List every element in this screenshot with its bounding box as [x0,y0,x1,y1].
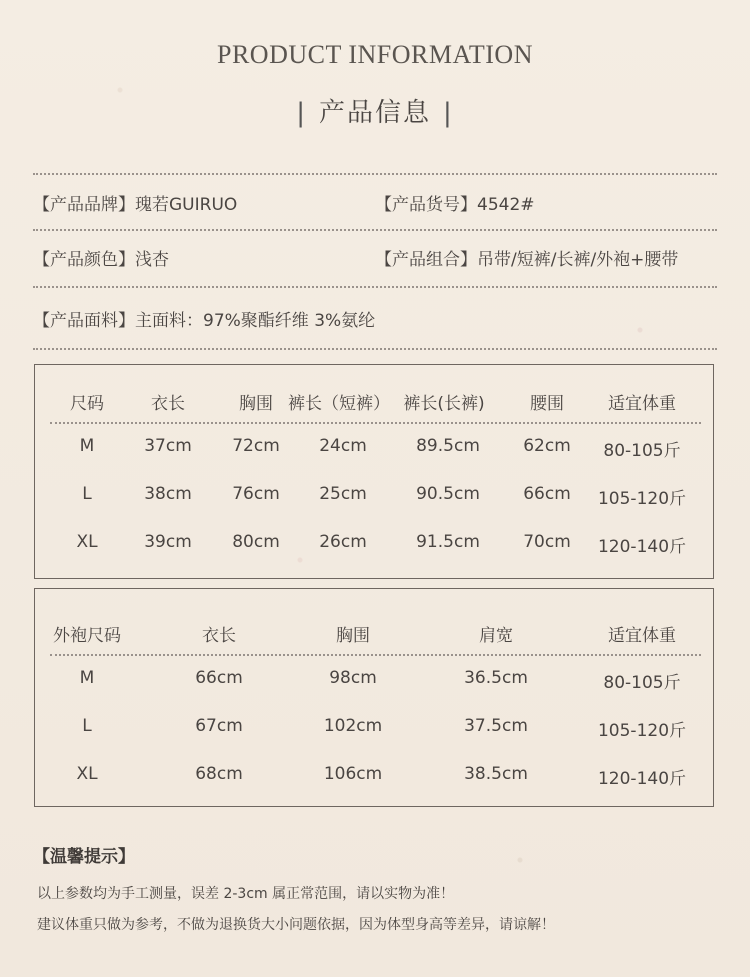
table-cell: 106cm [323,764,383,784]
color-value: 浅杏 [135,250,169,270]
table-cell: 25cm [319,484,367,504]
table-cell: 80-105斤 [603,673,681,693]
table-header: 衣长 [151,394,185,414]
table-cell: 67cm [195,716,243,736]
table-cell: M [79,668,95,688]
table-header: 裤长(长裤) [403,394,485,414]
table-cell: 105-120斤 [597,721,687,741]
divider [33,229,717,231]
table-cell: 120-140斤 [597,537,687,557]
table-cell: 80cm [232,532,280,552]
table-cell: 37.5cm [464,716,528,736]
table-cell: 105-120斤 [597,489,687,509]
tip-line-2: 建议体重只做为参考，不做为退换货大小问题依据，因为体型身高等差异，请谅解！ [37,917,555,933]
combo-value: 吊带/短裤/长裤/外袍+腰带 [477,250,679,270]
table-cell: L [82,716,92,736]
table-cell: XL [76,764,98,784]
table-cell: 62cm [523,436,571,456]
divider [33,286,717,288]
color-field [33,245,169,270]
divider [33,173,717,175]
table-cell: 38.5cm [464,764,528,784]
table-cell: 80-105斤 [603,441,681,461]
table-divider [50,422,701,424]
table-header: 裤长（短裤） [288,394,390,414]
table-cell: 36.5cm [464,668,528,688]
table-cell: 91.5cm [416,532,480,552]
tips-title: 【温馨提示】 [33,847,135,867]
table-header: 胸围 [239,394,273,414]
table-cell: 89.5cm [416,436,480,456]
table-cell: 98cm [329,668,377,688]
tip-line-1: 以上参数均为手工测量，误差 2-3cm 属正常范围，请以实物为准！ [37,886,455,902]
sku-label: 【产品货号】 [375,195,477,215]
fabric-field [33,306,375,331]
brand-value: 瑰若GUIRUO [135,195,238,215]
combo-field [375,245,678,270]
table-cell: 26cm [319,532,367,552]
table-cell: 90.5cm [416,484,480,504]
table-divider [50,654,701,656]
size-table [34,364,714,579]
color-label: 【产品颜色】 [33,250,135,270]
table-cell: 39cm [144,532,192,552]
table-cell: 38cm [144,484,192,504]
table-cell: 37cm [144,436,192,456]
table-cell: 120-140斤 [597,769,687,789]
table-cell: 24cm [319,436,367,456]
table-header: 肩宽 [479,626,513,646]
table-cell: L [82,484,92,504]
info-row-color [33,245,733,275]
table-header: 尺码 [70,394,104,414]
table-cell: M [79,436,95,456]
table-cell: 68cm [195,764,243,784]
info-row-brand [33,190,733,220]
table-cell: 76cm [232,484,280,504]
title-bar-left: | [296,98,307,128]
table-cell: 66cm [523,484,571,504]
sku-value: 4542# [477,195,535,215]
page-title-cn [0,92,750,129]
table-cell: 70cm [523,532,571,552]
combo-label: 【产品组合】 [375,250,477,270]
table-header: 适宜体重 [608,394,676,414]
table-header: 胸围 [336,626,370,646]
table-cell: 66cm [195,668,243,688]
table-header: 适宜体重 [608,626,676,646]
sku-field [375,190,535,215]
table-header: 外袍尺码 [53,626,121,646]
brand-label: 【产品品牌】 [33,195,135,215]
table-cell: 102cm [323,716,383,736]
table-header: 腰围 [530,394,564,414]
fabric-label: 【产品面料】 [33,311,135,331]
divider [33,348,717,350]
title-bar-right: | [443,98,454,128]
info-row-fabric [33,306,733,336]
table-header: 衣长 [202,626,236,646]
brand-field [33,190,237,215]
page-title-cn-text: 产品信息 [318,98,431,128]
robe-size-table [34,588,714,807]
page-title-en: PRODUCT INFORMATION [216,40,533,69]
fabric-value: 主面料：97%聚酯纤维 3%氨纶 [135,311,376,331]
table-cell: XL [76,532,98,552]
table-cell: 72cm [232,436,280,456]
